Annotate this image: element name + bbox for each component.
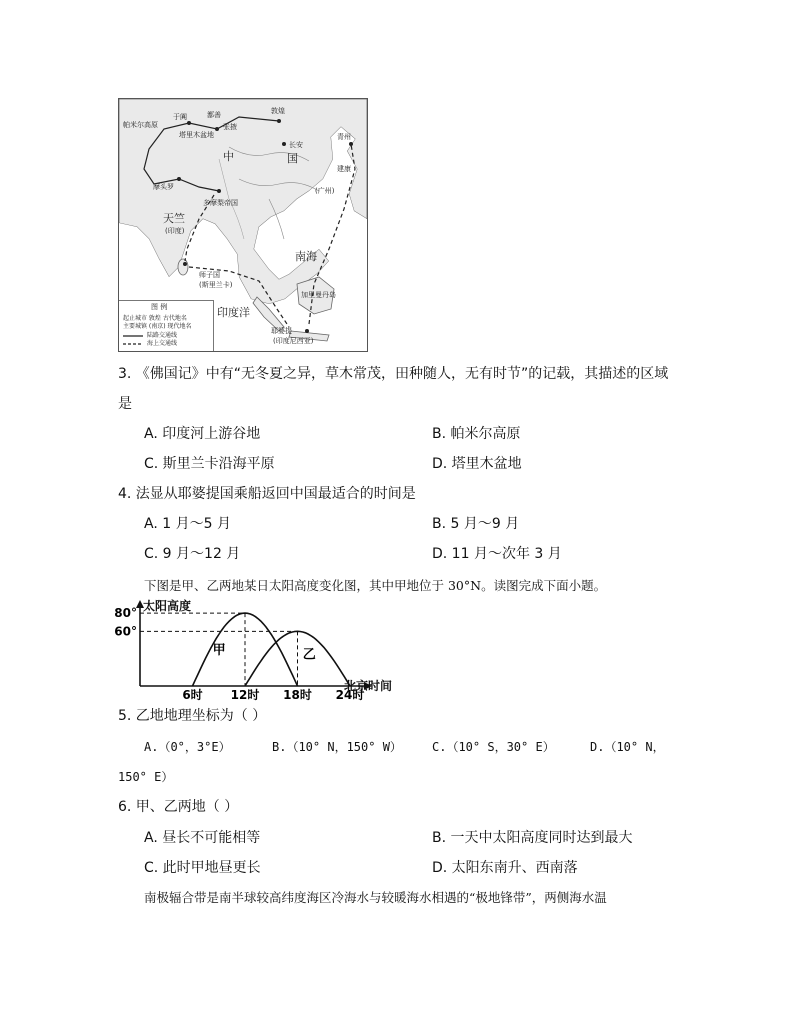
chart-series-label-yi: 乙 (302, 647, 316, 663)
chart-y-tick-label: 60° (114, 624, 137, 639)
city-marker (349, 142, 353, 146)
chart-series-label-jia: 甲 (212, 643, 226, 659)
question-5-option-a[interactable]: A.（0°，3°E） (144, 740, 231, 754)
city-marker (217, 189, 221, 193)
city-marker (277, 119, 281, 123)
legend-row: 陆路交通线 (147, 332, 178, 339)
solar-altitude-chart (112, 598, 412, 706)
map-label-yinduyang: 印度洋 (217, 306, 250, 319)
map-label-guangzhou: (广州) (315, 187, 335, 195)
map-label-zhong: 中 (223, 150, 234, 163)
map-label-shiziguo-sub: (斯里兰卡) (199, 281, 233, 289)
question-5-option-d[interactable]: D.（10° N， (590, 740, 665, 754)
question-5-option-b[interactable]: B.（10° N，150° W） (272, 740, 402, 754)
question-6-option-b[interactable]: B. 一天中太阳高度同时达到最大 (432, 830, 633, 846)
chart-x-tick-label: 18时 (283, 688, 312, 702)
question-5-option-c[interactable]: C.（10° S，30° E） (432, 740, 555, 754)
map-label-qingzhou: 青州 (337, 133, 351, 141)
map-label-pamir: 帕米尔高原 (123, 121, 158, 129)
section-intro-solar-altitude: 下图是甲、乙两地某日太阳高度变化图，其中甲地位于 30°N。读图完成下面小题。 (144, 578, 607, 593)
question-5-stem: 5. 乙地地理坐标为（ ） (118, 708, 267, 724)
map-label-pataliputra: 多摩梨帝国 (203, 199, 238, 207)
city-marker (282, 142, 286, 146)
map-legend (119, 300, 214, 351)
map-label-nanhai: 南海 (295, 250, 317, 263)
question-6-option-c[interactable]: C. 此时甲地昼更长 (144, 860, 261, 876)
question-3-option-d[interactable]: D. 塔里木盆地 (432, 456, 522, 472)
question-4-option-c[interactable]: C. 9 月～12 月 (144, 546, 241, 562)
map-label-shanshan: 鄯善 (207, 111, 221, 119)
city-marker (187, 121, 191, 125)
map-label-jianye: 建康 (337, 165, 351, 173)
chart-x-tick-label: 6时 (182, 688, 203, 702)
chart-y-axis-label: 太阳高度 (143, 599, 192, 613)
question-4-option-b[interactable]: B. 5 月～9 月 (432, 516, 520, 532)
chart-y-tick-label: 80° (114, 606, 137, 621)
map-label-yepoti-sub: (印度尼西亚) (273, 337, 314, 345)
section-intro-antarctic-convergence: 南极辐合带是南半球较高纬度海区冷海水与较暖海水相遇的“极地锋带”，两侧海水温 (144, 890, 607, 905)
city-marker (183, 262, 187, 266)
city-marker (305, 329, 309, 333)
question-6-option-d[interactable]: D. 太阳东南升、西南落 (432, 860, 578, 876)
map-label-zhangye: 张掖 (223, 123, 237, 131)
map-label-yepoti: 耶婆提 (271, 327, 292, 335)
map-label-yutian: 于阗 (173, 113, 187, 121)
question-4-option-a[interactable]: A. 1 月～5 月 (144, 516, 231, 532)
chart-x-tick-label: 24时 (335, 688, 365, 702)
question-3-option-b[interactable]: B. 帕米尔高原 (432, 426, 521, 442)
map-label-tarim: 塔里木盆地 (179, 131, 214, 139)
city-marker (177, 177, 181, 181)
legend-line-icons (123, 333, 145, 349)
map-label-tianzhu-sub: (印度) (165, 227, 185, 235)
map-label-guo: 国 (287, 152, 298, 165)
legend-row: 起止城市 敦煌 古代地名 (123, 315, 187, 322)
sri-lanka-island (178, 259, 188, 275)
question-6-option-a[interactable]: A. 昼长不可能相等 (144, 830, 261, 846)
question-3-option-a[interactable]: A. 印度河上游谷地 (144, 426, 261, 442)
route-map (118, 98, 368, 352)
legend-row: 主要城镇 (南京) 现代地名 (123, 323, 192, 330)
question-4-option-d[interactable]: D. 11 月～次年 3 月 (432, 546, 562, 562)
legend-title: 图 例 (151, 303, 168, 311)
map-label-kalimantan: 加里曼丹岛 (301, 291, 336, 299)
question-3-option-c[interactable]: C. 斯里兰卡沿海平原 (144, 456, 275, 472)
chart-x-tick-label: 12时 (230, 688, 260, 702)
legend-row: 海上交通线 (147, 340, 178, 347)
question-4-stem: 4. 法显从耶婆提国乘船返回中国最适合的时间是 (118, 486, 416, 502)
question-6-stem: 6. 甲、乙两地（ ） (118, 799, 239, 815)
map-label-shiziguo: 师子国 (199, 271, 220, 279)
map-label-tianzhu: 天竺 (163, 212, 185, 225)
question-3-stem-cont: 是 (118, 396, 132, 412)
chart-x-axis-label: 北京时间 (344, 679, 393, 693)
map-label-dunhuang: 敦煌 (271, 107, 285, 115)
question-3-stem: 3. 《佛国记》中有“无冬夏之异，草木常茂，田种随人，无有时节”的记载，其描述的区域 (118, 366, 669, 382)
city-marker (215, 127, 219, 131)
map-label-mathura: 摩头罗 (153, 183, 174, 191)
map-label-changan: 长安 (289, 141, 303, 149)
question-5-option-d-cont: 150° E） (118, 770, 174, 784)
